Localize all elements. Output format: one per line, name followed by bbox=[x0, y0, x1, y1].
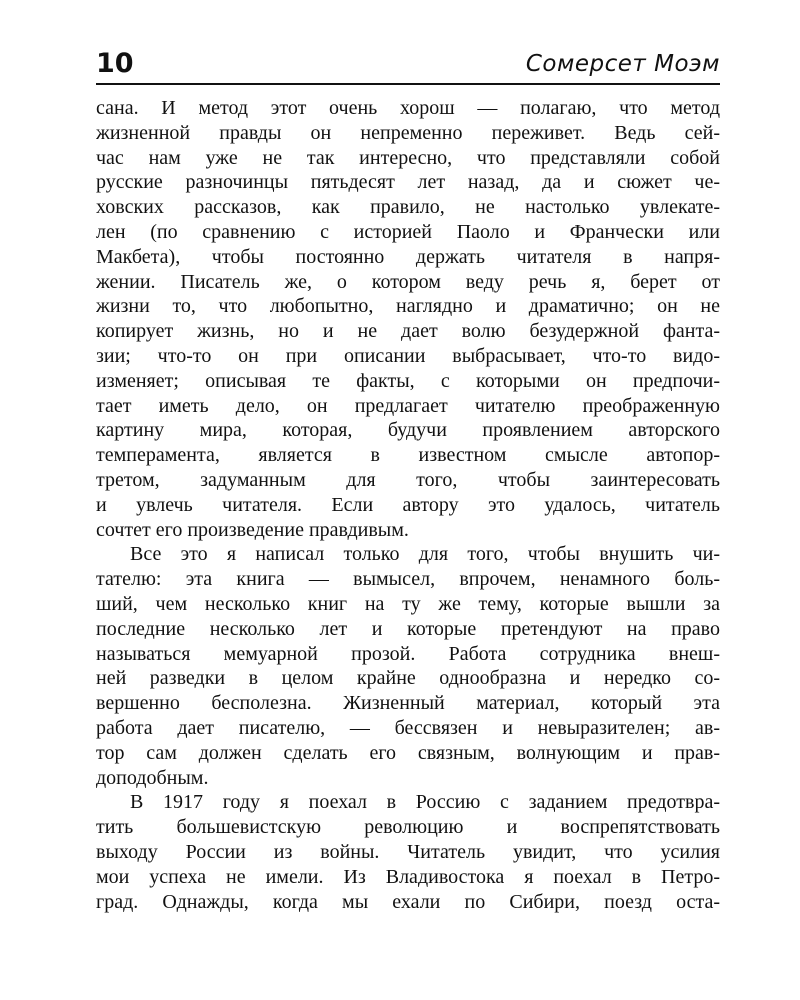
text-line: тает иметь дело, он предлагает читателю преображенную bbox=[96, 394, 720, 417]
text-line: тить большевистскую революцию и воспрепятствовать bbox=[96, 816, 720, 839]
text-line: темперамента, является в известном смысле автопор- bbox=[96, 444, 720, 467]
text-line: вершенно бесполезна. Жизненный материал, который эта bbox=[96, 692, 720, 715]
page-number: 10 bbox=[96, 48, 134, 79]
text-line: последние несколько лет и которые претендуют на право bbox=[96, 617, 720, 640]
text-line: ший, чем несколько книг на ту же тему, которые вышли за bbox=[96, 592, 720, 615]
text-line: третом, задуманным для того, чтобы заинтересовать bbox=[96, 468, 720, 491]
text-line: работа дает писателю, — бессвязен и невыразителен; ав- bbox=[96, 716, 720, 739]
text-line: картину мира, которая, будучи проявлением авторского bbox=[96, 419, 720, 442]
text-line: доподобным. bbox=[96, 766, 209, 789]
text-line: жении. Писатель же, о котором веду речь я, берет от bbox=[96, 270, 720, 293]
text-line: Все это я написал только для того, чтобы внушить чи- bbox=[130, 543, 720, 566]
text-line: и увлечь читателя. Если автору это удалось, читатель bbox=[96, 493, 720, 516]
body-text bbox=[96, 96, 720, 914]
text-line: час нам уже не так интересно, что представляли собой bbox=[96, 146, 720, 169]
running-title: Сомерсет Моэм bbox=[525, 51, 720, 77]
text-line: Макбета), чтобы постоянно держать читателя в напря- bbox=[96, 245, 720, 268]
text-line: русские разночинцы пятьдесят лет назад, да и сюжет че- bbox=[96, 171, 720, 194]
text-line: мои успеха не имели. Из Владивостока я поехал в Петро- bbox=[96, 865, 720, 888]
paragraph bbox=[96, 96, 720, 542]
text-line: сочтет его произведение правдивым. bbox=[96, 518, 409, 541]
text-line: зии; что-то он при описании выбрасывает, что-то видо- bbox=[96, 344, 720, 367]
text-line: выходу России из войны. Читатель увидит, что усилия bbox=[96, 840, 720, 863]
paragraph bbox=[96, 542, 720, 790]
page-header bbox=[96, 44, 720, 84]
text-line: В 1917 году я поехал в Россию с заданием предотвра- bbox=[130, 791, 720, 814]
text-line: тор сам должен сделать его связным, волнующим и прав- bbox=[96, 741, 720, 764]
text-line: ней разведки в целом крайне однообразна и нередко со- bbox=[96, 667, 720, 690]
text-line: лен (по сравнению с историей Паоло и Франчески или bbox=[96, 220, 720, 243]
text-line: жизненной правды он непременно переживет. Ведь сей- bbox=[96, 121, 720, 144]
text-line: ховских рассказов, как правило, не настолько увлекате- bbox=[96, 196, 720, 219]
paragraph bbox=[96, 790, 720, 914]
text-line: жизни то, что любопытно, наглядно и драматично; он не bbox=[96, 295, 720, 318]
text-line: называться мемуарной прозой. Работа сотрудника внеш- bbox=[96, 642, 720, 665]
text-line: сана. И метод этот очень хорош — полагаю, что метод bbox=[96, 97, 720, 119]
text-line: изменяет; описывая те факты, с которыми он предпочи- bbox=[96, 369, 720, 392]
text-line: копирует жизнь, но и не дает волю безудержной фанта- bbox=[96, 320, 720, 343]
header-rule bbox=[96, 83, 720, 85]
text-line: град. Однажды, когда мы ехали по Сибири, поезд оста- bbox=[96, 890, 720, 913]
text-line: тателю: эта книга — вымысел, впрочем, ненамного боль- bbox=[96, 568, 720, 591]
